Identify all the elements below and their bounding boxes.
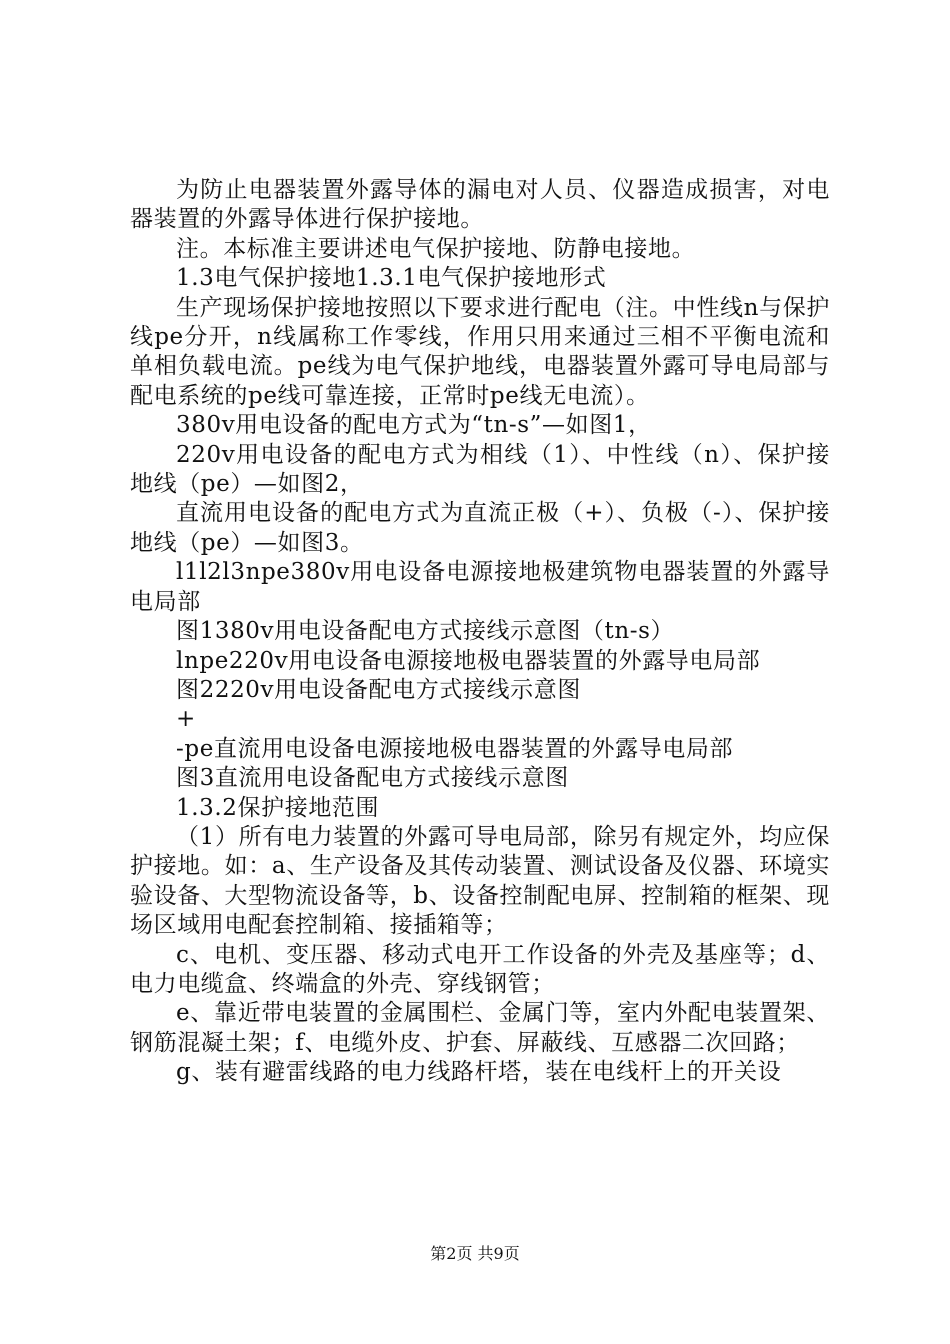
paragraph-8: l1l2l3npe380v用电设备电源接地极建筑物电器装置的外露导电局部	[130, 559, 830, 615]
paragraph-16: （1）所有电力装置的外露可导电局部，除另有规定外，均应保护接地。如：a、生产设备及其传动装置、测试设备及仪器、环境实验设备、大型物流设备等，b、设备控制配电屏、控制箱的框架、现场区域用电配套控制箱、接插箱等；	[130, 823, 830, 939]
paragraph-1: 为防止电器装置外露导体的漏电对人员、仪器造成损害，对电器装置的外露导体进行保护接地。	[130, 177, 830, 233]
document-body	[130, 176, 830, 1088]
figure-caption-2: 图2220v用电设备配电方式接线示意图	[176, 676, 581, 703]
paragraph-6: 220v用电设备的配电方式为相线（1）、中性线（n）、保护接地线（pe）—如图2，	[130, 441, 830, 498]
page-number-footer: 第2页 共9页	[430, 1244, 520, 1263]
paragraph-13: -pe直流用电设备电源接地极电器装置的外露导电局部	[176, 735, 734, 762]
paragraph-5: 380v用电设备的配电方式为“tn-s”—如图1，	[176, 412, 652, 439]
paragraph-12: +	[176, 706, 196, 733]
paragraph-4: 生产现场保护接地按照以下要求进行配电（注。中性线n与保护线pe分开，n线属称工作零线，作用只用来通过三相不平衡电流和单相负载电流。pe线为电气保护地线，电器装置外露可导电局部与配电系统的pe线可靠连接，正常时pe线无电流）。	[130, 294, 830, 409]
paragraph-17: c、电机、变压器、移动式电开工作设备的外壳及基座等；d、电力电缆盒、终端盒的外壳、穿线钢管；	[130, 941, 830, 997]
section-heading-1-3: 1.3电气保护接地1.3.1电气保护接地形式	[176, 265, 607, 292]
paragraph-10: lnpe220v用电设备电源接地极电器装置的外露导电局部	[176, 647, 761, 674]
paragraph-18: e、靠近带电装置的金属围栏、金属门等，室内外配电装置架、钢筋混凝土架；f、电缆外皮、护套、屏蔽线、互感器二次回路；	[130, 1000, 830, 1056]
paragraph-2: 注。本标准主要讲述电气保护接地、防静电接地。	[176, 235, 696, 262]
paragraph-7: 直流用电设备的配电方式为直流正极（+）、负极（-）、保护接地线（pe）—如图3。	[130, 500, 830, 556]
paragraph-19: g、装有避雷线路的电力线路杆塔，装在电线杆上的开关设	[176, 1059, 782, 1086]
section-heading-1-3-2: 1.3.2保护接地范围	[176, 794, 380, 821]
figure-caption-1: 图1380v用电设备配电方式接线示意图（tn-s）	[176, 618, 675, 645]
figure-caption-3: 图3直流用电设备配电方式接线示意图	[176, 765, 569, 792]
